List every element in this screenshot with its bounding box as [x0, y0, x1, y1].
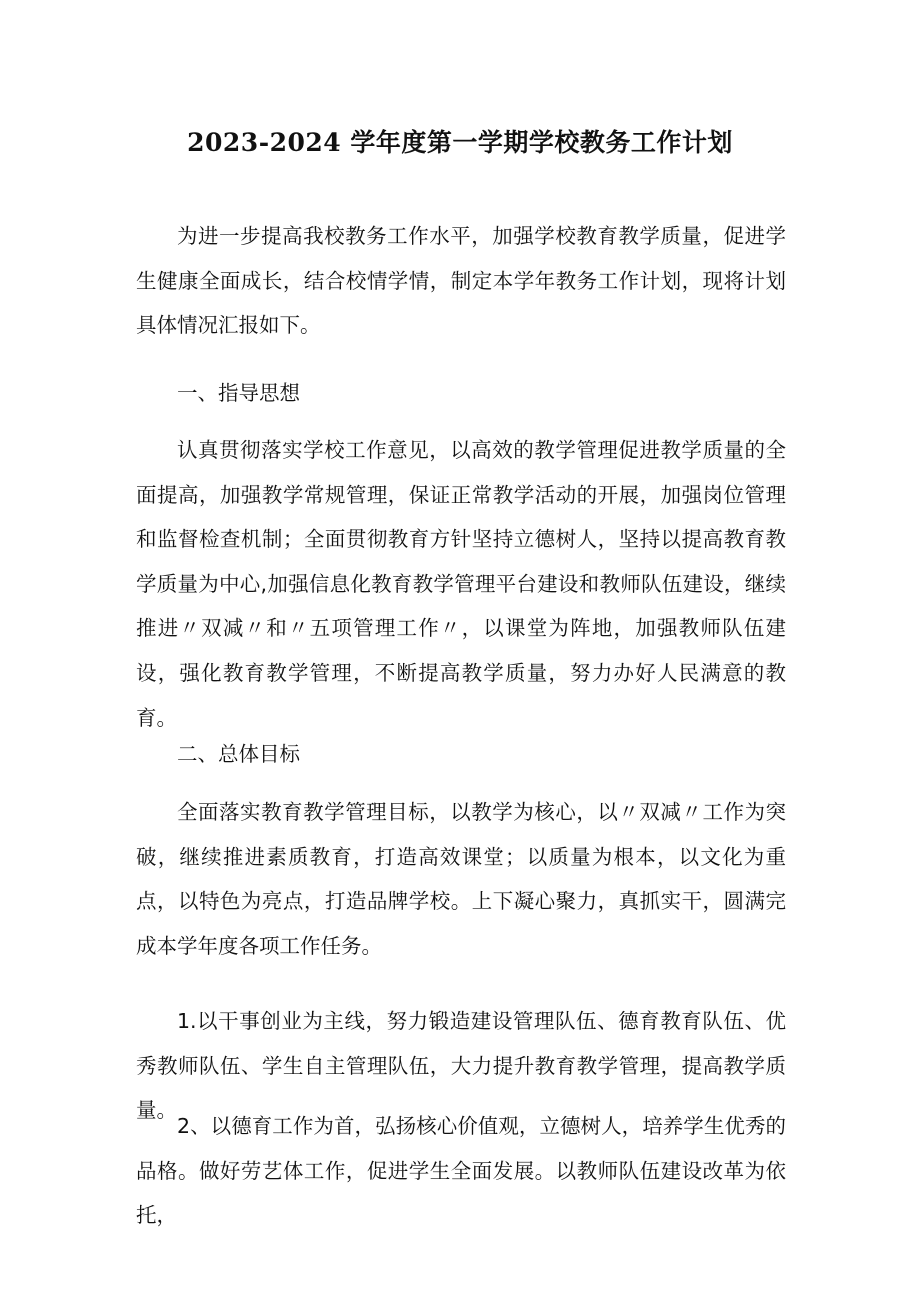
goal-item-2: 2、以德育工作为首，弘扬核心价值观，立德树人，培养学生优秀的品格。做好劳艺体工作，促进学生全面发展。以教师队伍建设改革为依托，: [136, 1114, 786, 1228]
document-title: 2023-2024 学年度第一学期学校教务工作计划: [187, 128, 733, 157]
goal-item-1: 1.以干事创业为主线，努力锻造建设管理队伍、德育教育队伍、优秀教师队伍、学生自主管理队伍，大力提升教育教学管理，提高教学质量。: [136, 1009, 786, 1123]
section-body-guiding-ideology: 认真贯彻落实学校工作意见，以高效的教学管理促进教学质量的全面提高，加强教学常规管理，保证正常教学活动的开展，加强岗位管理和监督检查机制；全面贯彻教育方针坚持立德树人，坚持以提高教育教学质量为中心,加强信息化教育教学管理平台建设和教师队伍建设，继续推进〃双减〃和〃五项管理工作〃，以课堂为阵地，加强教师队伍建设，强化教育教学管理，不断提高教学质量，努力办好人民满意的教育。: [136, 438, 786, 730]
section-body-overall-goals: 全面落实教育教学管理目标，以教学为核心，以〃双减〃工作为突破，继续推进素质教育，打造高效课堂；以质量为根本，以文化为重点，以特色为亮点，打造品牌学校。上下凝心聚力，真抓实干，圆满完成本学年度各项工作任务。: [136, 800, 786, 958]
intro-paragraph: 为进一步提高我校教务工作水平，加强学校教育教学质量，促进学生健康全面成长，结合校情学情，制定本学年教务工作计划，现将计划具体情况汇报如下。: [136, 224, 786, 338]
section-heading-overall-goals: 二、总体目标: [177, 742, 300, 766]
section-heading-guiding-ideology: 一、指导思想: [177, 381, 300, 405]
